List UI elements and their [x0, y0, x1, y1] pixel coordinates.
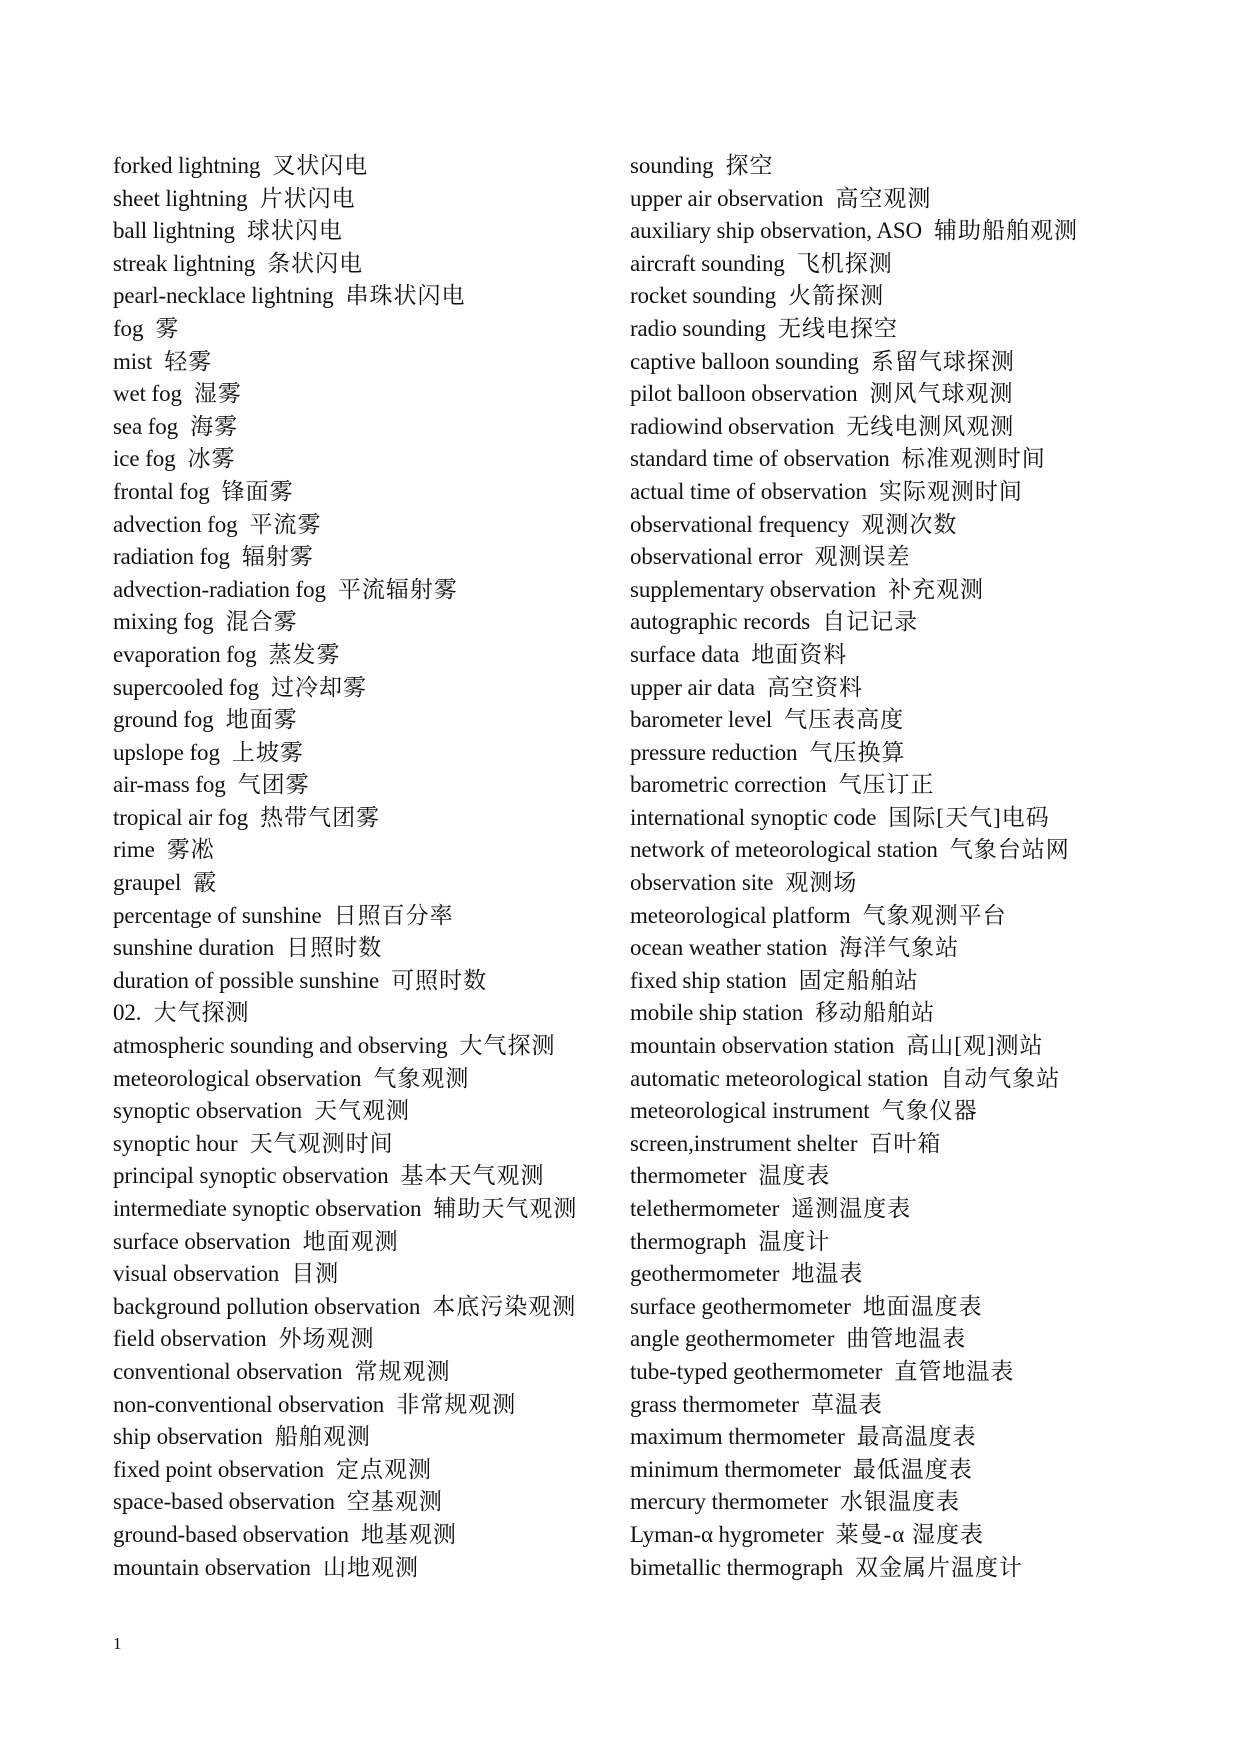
glossary-entry [113, 639, 633, 672]
chinese-term: 气压换算 [809, 739, 906, 765]
english-term: minimum thermometer [630, 1456, 841, 1482]
english-term: automatic meteorological station [630, 1065, 929, 1091]
chinese-term: 蒸发雾 [268, 641, 341, 667]
english-term: screen,instrument shelter [630, 1130, 858, 1156]
chinese-term: 观测误差 [814, 544, 911, 570]
chinese-term: 气压订正 [838, 772, 935, 798]
glossary-entry [113, 1552, 633, 1585]
chinese-term: 观测场 [785, 870, 858, 896]
glossary-entry [630, 1323, 1190, 1356]
glossary-entry [630, 1258, 1190, 1291]
english-term: supercooled fog [113, 674, 260, 700]
chinese-term: 地面观测 [302, 1228, 399, 1254]
chinese-term: 温度计 [758, 1228, 831, 1254]
chinese-term: 片状闪电 [259, 185, 356, 211]
english-term: non-conventional observation [113, 1391, 385, 1417]
english-term: graupel [113, 870, 182, 896]
english-term: atmospheric sounding and observing [113, 1033, 448, 1059]
glossary-entry [113, 1454, 633, 1487]
english-term: radiation fog [113, 544, 230, 570]
english-term: standard time of observation [630, 446, 890, 472]
chinese-term: 标准观测时间 [901, 446, 1046, 472]
english-term: sheet lightning [113, 185, 248, 211]
english-term: ground fog [113, 707, 214, 733]
glossary-entry [113, 215, 633, 248]
glossary-entry [630, 769, 1190, 802]
chinese-term: 直管地温表 [894, 1358, 1015, 1384]
chinese-term: 球状闪电 [246, 218, 343, 244]
chinese-term: 地面雾 [225, 707, 298, 733]
chinese-term: 叉状闪电 [272, 153, 369, 178]
english-term: pressure reduction [630, 739, 798, 765]
glossary-entry [113, 1160, 633, 1193]
english-term: rime [113, 837, 155, 863]
english-term: synoptic observation [113, 1098, 302, 1124]
glossary-entry [630, 997, 1190, 1030]
glossary-entry [113, 867, 633, 900]
chinese-term: 莱曼-α 湿度表 [835, 1521, 985, 1547]
chinese-term: 天气观测时间 [249, 1130, 394, 1156]
english-term: observation site [630, 870, 774, 896]
chinese-term: 空基观测 [346, 1489, 443, 1515]
chinese-term: 目测 [291, 1261, 340, 1287]
chinese-term: 常规观测 [354, 1358, 451, 1384]
english-term: background pollution observation [113, 1293, 421, 1319]
chinese-term: 移动船舶站 [815, 1000, 936, 1026]
english-term: observational error [630, 544, 803, 570]
chinese-term: 温度表 [758, 1163, 831, 1189]
chinese-term: 气象观测 [373, 1065, 470, 1091]
glossary-entry [113, 378, 633, 411]
chinese-term: 锋面雾 [221, 478, 294, 504]
english-term: mobile ship station [630, 1000, 804, 1026]
english-term: ball lightning [113, 218, 235, 244]
glossary-entry [113, 1128, 633, 1161]
glossary-entry [630, 1552, 1190, 1585]
chinese-term: 平流雾 [249, 511, 322, 537]
english-term: barometric correction [630, 772, 827, 798]
glossary-entry [113, 509, 633, 542]
glossary-entry [113, 1063, 633, 1096]
chinese-term: 固定船舶站 [798, 967, 919, 993]
chinese-term: 气压表高度 [784, 707, 905, 733]
english-term: meteorological observation [113, 1065, 362, 1091]
glossary-entry [113, 737, 633, 770]
english-term: ocean weather station [630, 935, 828, 961]
english-term: ground-based observation [113, 1521, 349, 1547]
chinese-term: 定点观测 [336, 1456, 433, 1482]
glossary-entry [630, 867, 1190, 900]
chinese-term: 辅助天气观测 [433, 1196, 578, 1221]
english-term: network of meteorological station [630, 837, 938, 863]
glossary-entry [113, 1323, 633, 1356]
english-term: meteorological instrument [630, 1098, 870, 1124]
chinese-term: 雾凇 [166, 837, 215, 863]
chinese-term: 曲管地温表 [846, 1326, 967, 1352]
glossary-entry [630, 965, 1190, 998]
chinese-term: 高空资料 [767, 674, 864, 700]
chinese-term: 双金属片温度计 [855, 1554, 1024, 1580]
english-term: Lyman-α hygrometer [630, 1521, 824, 1547]
glossary-entry [630, 737, 1190, 770]
glossary-entry [113, 1486, 633, 1519]
english-term: wet fog [113, 381, 182, 407]
english-term: fog [113, 315, 144, 341]
chinese-term: 辅助船舶观测 [934, 218, 1079, 244]
english-term: sunshine duration [113, 935, 275, 961]
chinese-term: 湿雾 [193, 381, 242, 407]
right-glossary-column [630, 150, 1190, 1584]
english-term: frontal fog [113, 478, 210, 504]
glossary-entry [630, 1226, 1190, 1259]
glossary-entry [630, 1193, 1190, 1226]
glossary-entry [113, 932, 633, 965]
glossary-entry [113, 834, 633, 867]
english-term: air-mass fog [113, 772, 226, 798]
glossary-entry [113, 1291, 633, 1324]
english-term: auxiliary ship observation, ASO [630, 218, 923, 244]
glossary-entry [630, 802, 1190, 835]
chinese-term: 平流辐射雾 [337, 576, 458, 602]
chinese-term: 探空 [725, 153, 774, 178]
english-term: barometer level [630, 707, 773, 733]
english-term: surface geothermometer [630, 1293, 851, 1319]
chinese-term: 本底污染观测 [432, 1293, 577, 1319]
chinese-term: 无线电探空 [777, 315, 898, 341]
english-term: captive balloon sounding [630, 348, 859, 374]
english-term: autographic records [630, 609, 811, 635]
glossary-entry [113, 1258, 633, 1291]
chinese-term: 条状闪电 [267, 250, 364, 276]
english-term: upslope fog [113, 739, 220, 765]
chinese-term: 气象观测平台 [862, 902, 1007, 928]
glossary-entry [113, 183, 633, 216]
english-term: radiowind observation [630, 413, 835, 439]
chinese-term: 自记记录 [822, 609, 919, 635]
english-term: thermometer [630, 1163, 747, 1189]
glossary-entry [630, 150, 1190, 183]
glossary-entry [630, 215, 1190, 248]
glossary-entry [113, 672, 633, 705]
chinese-term: 最低温度表 [852, 1456, 973, 1482]
glossary-entry [113, 280, 633, 313]
english-term: duration of possible sunshine [113, 967, 380, 993]
chinese-term: 系留气球探测 [870, 348, 1015, 374]
english-term: tropical air fog [113, 804, 249, 830]
chinese-term: 地面资料 [751, 641, 848, 667]
english-term: evaporation fog [113, 641, 257, 667]
english-term: mercury thermometer [630, 1489, 828, 1515]
english-term: fixed point observation [113, 1456, 325, 1482]
chinese-term: 雾 [155, 315, 180, 341]
glossary-entry [113, 1226, 633, 1259]
glossary-entry [630, 313, 1190, 346]
english-term: sounding [630, 153, 714, 178]
glossary-entry [113, 574, 633, 607]
chinese-term: 地面温度表 [862, 1293, 983, 1319]
english-term: principal synoptic observation [113, 1163, 389, 1189]
glossary-entry [630, 1356, 1190, 1389]
chinese-term: 气象仪器 [881, 1098, 978, 1124]
glossary-entry [113, 313, 633, 346]
glossary-entry [630, 1160, 1190, 1193]
english-term: maximum thermometer [630, 1424, 845, 1450]
english-term: geothermometer [630, 1261, 780, 1287]
glossary-entry [630, 1030, 1190, 1063]
english-term: pearl-necklace lightning [113, 283, 334, 309]
english-term: actual time of observation [630, 478, 867, 504]
glossary-entry [113, 411, 633, 444]
chinese-term: 船舶观测 [274, 1424, 371, 1450]
glossary-entry [630, 639, 1190, 672]
chinese-term: 冰雾 [187, 446, 236, 472]
english-term: field observation [113, 1326, 267, 1352]
glossary-entry [630, 1063, 1190, 1096]
glossary-entry [630, 574, 1190, 607]
glossary-entry [630, 183, 1190, 216]
left-glossary-column [113, 150, 633, 1584]
glossary-entry [630, 1454, 1190, 1487]
chinese-term: 火箭探测 [788, 283, 885, 309]
english-term: advection-radiation fog [113, 576, 326, 602]
english-term: advection fog [113, 511, 238, 537]
english-term: visual observation [113, 1261, 280, 1287]
glossary-entry [113, 900, 633, 933]
chinese-term: 日照百分率 [333, 902, 454, 928]
chinese-term: 混合雾 [225, 609, 298, 635]
glossary-entry [113, 1519, 633, 1552]
glossary-entry [630, 1291, 1190, 1324]
glossary-entry [630, 346, 1190, 379]
chinese-term: 补充观测 [887, 576, 984, 602]
english-term: ice fog [113, 446, 176, 472]
chinese-term: 山地观测 [322, 1554, 419, 1580]
chinese-term: 无线电测风观测 [846, 413, 1015, 439]
glossary-entry [113, 997, 633, 1030]
english-term: telethermometer [630, 1196, 780, 1221]
english-term: aircraft sounding [630, 250, 785, 276]
glossary-entry [630, 672, 1190, 705]
chinese-term: 大气探测 [153, 1000, 250, 1026]
chinese-term: 自动气象站 [940, 1065, 1061, 1091]
english-term: sea fog [113, 413, 179, 439]
glossary-entry [113, 965, 633, 998]
glossary-entry [113, 1389, 633, 1422]
english-term: fixed ship station [630, 967, 787, 993]
english-term: bimetallic thermograph [630, 1554, 844, 1580]
glossary-entry [630, 443, 1190, 476]
glossary-entry [113, 606, 633, 639]
glossary-entry [113, 769, 633, 802]
glossary-entry [113, 1421, 633, 1454]
english-term: mist [113, 348, 153, 374]
chinese-term: 测风气球观测 [869, 381, 1014, 407]
chinese-term: 飞机探测 [796, 250, 893, 276]
english-term: synoptic hour [113, 1130, 238, 1156]
chinese-term: 日照时数 [286, 935, 383, 961]
glossary-entry [630, 1095, 1190, 1128]
glossary-entry [113, 476, 633, 509]
english-term: international synoptic code [630, 804, 877, 830]
chinese-term: 高山[观]测站 [906, 1033, 1044, 1059]
chinese-term: 高空观测 [835, 185, 932, 211]
english-term: 02. [113, 1000, 142, 1026]
chinese-term: 霰 [193, 870, 218, 896]
chinese-term: 上坡雾 [231, 739, 304, 765]
chinese-term: 海雾 [190, 413, 239, 439]
glossary-entry [113, 1356, 633, 1389]
english-term: upper air observation [630, 185, 824, 211]
glossary-entry [113, 704, 633, 737]
chinese-term: 可照时数 [391, 967, 488, 993]
english-term: thermograph [630, 1228, 747, 1254]
chinese-term: 气象台站网 [949, 837, 1070, 863]
glossary-entry [630, 541, 1190, 574]
chinese-term: 百叶箱 [869, 1130, 942, 1156]
chinese-term: 草温表 [810, 1391, 883, 1417]
glossary-entry [630, 411, 1190, 444]
english-term: forked lightning [113, 153, 261, 178]
english-term: space-based observation [113, 1489, 335, 1515]
glossary-entry [113, 248, 633, 281]
chinese-term: 基本天气观测 [400, 1163, 545, 1189]
glossary-entry [630, 248, 1190, 281]
chinese-term: 串珠状闪电 [345, 283, 466, 309]
english-term: meteorological platform [630, 902, 851, 928]
english-term: angle geothermometer [630, 1326, 835, 1352]
glossary-entry [113, 1095, 633, 1128]
chinese-term: 海洋气象站 [839, 935, 960, 961]
glossary-entry [630, 1421, 1190, 1454]
glossary-entry [113, 150, 633, 183]
glossary-entry [113, 541, 633, 574]
glossary-entry [113, 346, 633, 379]
glossary-entry [113, 443, 633, 476]
chinese-term: 非常规观测 [396, 1391, 517, 1417]
chinese-term: 地基观测 [360, 1521, 457, 1547]
glossary-entry [113, 1193, 633, 1226]
english-term: tube-typed geothermometer [630, 1358, 883, 1384]
chinese-term: 水银温度表 [839, 1489, 960, 1515]
chinese-term: 地温表 [791, 1261, 864, 1287]
chinese-term: 过冷却雾 [271, 674, 368, 700]
chinese-term: 实际观测时间 [878, 478, 1023, 504]
english-term: observational frequency [630, 511, 850, 537]
glossary-entry [630, 1128, 1190, 1161]
english-term: grass thermometer [630, 1391, 799, 1417]
chinese-term: 轻雾 [164, 348, 213, 374]
chinese-term: 大气探测 [459, 1033, 556, 1059]
english-term: radio sounding [630, 315, 766, 341]
english-term: upper air data [630, 674, 756, 700]
glossary-entry [630, 1389, 1190, 1422]
glossary-entry [630, 378, 1190, 411]
english-term: streak lightning [113, 250, 256, 276]
chinese-term: 气团雾 [237, 772, 310, 798]
chinese-term: 辐射雾 [241, 544, 314, 570]
glossary-entry [630, 280, 1190, 313]
english-term: ship observation [113, 1424, 263, 1450]
glossary-entry [113, 1030, 633, 1063]
glossary-entry [113, 802, 633, 835]
glossary-entry [630, 834, 1190, 867]
english-term: mountain observation station [630, 1033, 895, 1059]
chinese-term: 热带气团雾 [260, 804, 381, 830]
english-term: surface data [630, 641, 740, 667]
glossary-entry [630, 509, 1190, 542]
chinese-term: 观测次数 [861, 511, 958, 537]
english-term: supplementary observation [630, 576, 876, 602]
english-term: intermediate synoptic observation [113, 1196, 422, 1221]
glossary-entry [630, 476, 1190, 509]
english-term: conventional observation [113, 1358, 343, 1384]
page-number: 1 [113, 1634, 122, 1653]
english-term: rocket sounding [630, 283, 777, 309]
glossary-entry [630, 606, 1190, 639]
chinese-term: 最高温度表 [856, 1424, 977, 1450]
chinese-term: 外场观测 [278, 1326, 375, 1352]
english-term: pilot balloon observation [630, 381, 858, 407]
english-term: mountain observation [113, 1554, 311, 1580]
glossary-entry [630, 932, 1190, 965]
glossary-entry [630, 1519, 1190, 1552]
english-term: surface observation [113, 1228, 291, 1254]
english-term: percentage of sunshine [113, 902, 322, 928]
chinese-term: 国际[天气]电码 [888, 804, 1050, 830]
glossary-entry [630, 704, 1190, 737]
english-term: mixing fog [113, 609, 214, 635]
chinese-term: 遥测温度表 [791, 1196, 912, 1221]
chinese-term: 天气观测 [314, 1098, 410, 1124]
glossary-entry [630, 1486, 1190, 1519]
glossary-entry [630, 900, 1190, 933]
